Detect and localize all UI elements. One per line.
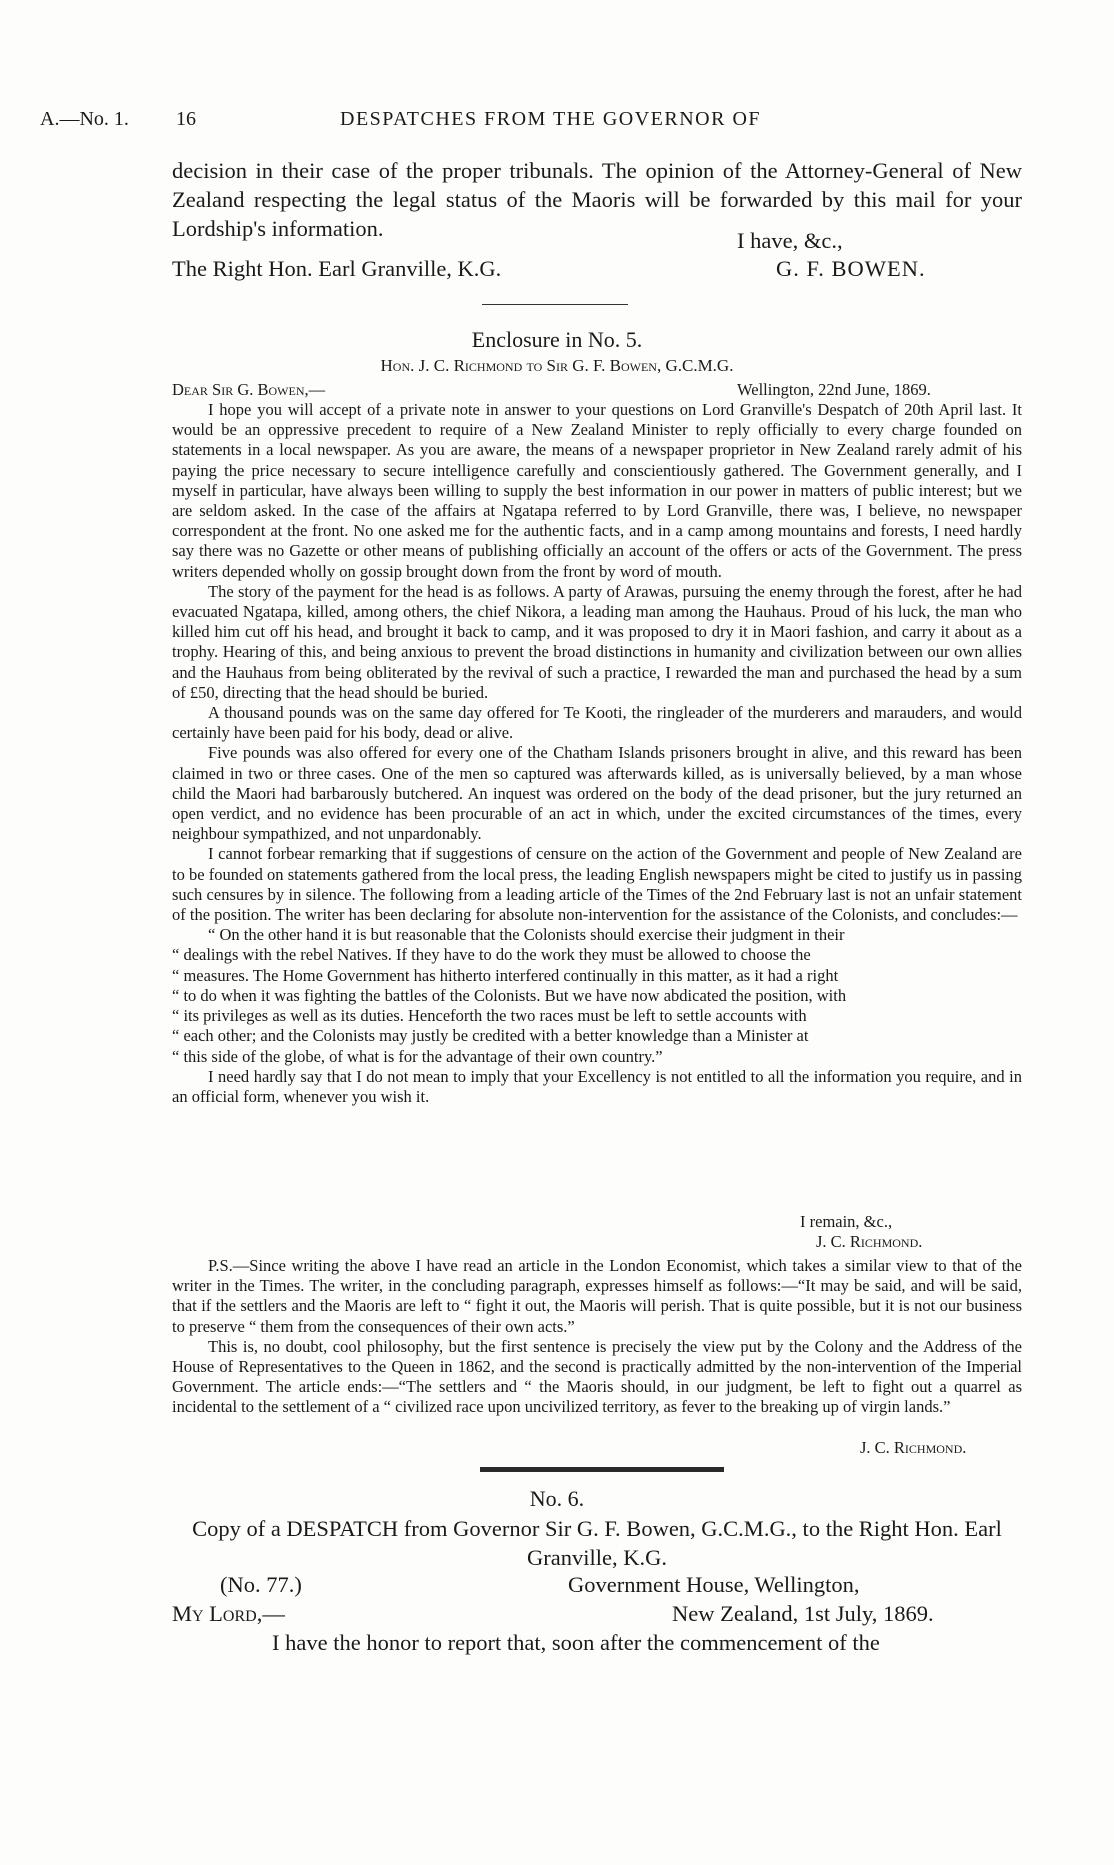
enclosure-remain: I remain, &c., bbox=[800, 1212, 893, 1231]
intro-signature: G. F. BOWEN. bbox=[776, 256, 926, 281]
section-divider bbox=[482, 304, 628, 305]
postscript bbox=[172, 1256, 1022, 1418]
page-header bbox=[40, 108, 1040, 138]
enclosure-paragraph: A thousand pounds was on the same day offered for Te Kooti, the ringleader of the murderers and marauders, and would certainly have been paid for his body, dead or alive. bbox=[172, 703, 1022, 743]
enclosure-paragraph: The story of the payment for the head is as follows. A party of Arawas, pursuing the enemy through the forest, after he had evacuated Ngatapa, killed, among others, the chief Nikora, a leading man among the Hauhaus. Proud of his luck, the man who killed him cut off his head, and brought it back to camp, and it was proposed to dry it in Maori fashion, and carry it about as a trophy. Hearing of this, and being anxious to prevent the broad distinctions in humanity and civilization between our own allies and the Hauhaus from being obliterated by the revival of such a practice, I rewarded the man and purchased the head by a sum of £50, directing that the head should be buried. bbox=[172, 581, 1022, 702]
enclosure-paragraph: I hope you will accept of a private note in answer to your questions on Lord Granville's Despatch of 20th April last. It would be an oppressive precedent to require of a New Zealand Minister to reply officially to every charge founded on statements in a local newspaper. As you are aware, the means of a newspaper proprietor in New Zealand rarely admit of his paying the price necessary to secure intelligence carefully and conscientiously gathered. The Government generally, and I myself in particular, have always been willing to supply the best information in our power in matters of public interest; but we are seldom asked. In the case of the affairs at Ngatapa referred to by Lord Granville, there was, I believe, no newspaper correspondent at the front. No one asked me for the authentic facts, and in a camp among mountains and forests, I need hardly say there was no Gazette or other means of publishing officially an account of the offers or acts of the Government. The press writers depended wholly on gossip brought down from the front by word of mouth. bbox=[172, 400, 1022, 581]
enclosure-paragraph: I need hardly say that I do not mean to imply that your Excellency is not entitled to all the information you require, and in an official form, whenever you wish it. bbox=[172, 1066, 1022, 1106]
page-number: 16 bbox=[176, 108, 196, 130]
despatch-number: No. 6. bbox=[529, 1486, 585, 1511]
enclosure-from-to: Hon. J. C. Richmond to Sir G. F. Bowen, G.C.M.G. bbox=[380, 356, 734, 375]
postscript-paragraph: P.S.—Since writing the above I have read an article in the London Economist, which takes a similar view to that of the writer in the Times. The writer, in the concluding paragraph, expresses himself as follows:—“It may be said, and will be said, that if the settlers and the Maoris are left to “ fight it out, the Maoris will perish. That is quite possible, but it is not our business to preserve “ them from the consequences of their own acts.” bbox=[172, 1256, 1022, 1336]
running-title: DESPATCHES FROM THE GOVERNOR OF bbox=[340, 108, 762, 130]
despatch-date: New Zealand, 1st July, 1869. bbox=[672, 1601, 934, 1626]
document-ref: A.—No. 1. bbox=[40, 108, 129, 130]
quote-line: “ On the other hand it is but reasonable that the Colonists should exercise their judgment in their bbox=[208, 925, 845, 945]
intro-closing: I have, &c., bbox=[737, 228, 843, 253]
quote-line: “ its privileges as well as its duties. Henceforth the two races must be left to settle accounts with bbox=[172, 1006, 807, 1026]
enclosure-place-date: Wellington, 22nd June, 1869. bbox=[737, 380, 931, 399]
postscript-paragraph: This is, no doubt, cool philosophy, but the first sentence is precisely the view put by the Colony and the Address of the House of Representatives to the Queen in 1862, and the second is practically admitted by the non-intervention of the Imperial Government. The article ends:—“The settlers and “ the Maoris should, in our judgment, be left to fight out a quarrel as incidental to the settlement of a “ civilized race upon uncivilized territory, as fever to the breaking up of virgin lands.” bbox=[172, 1336, 1022, 1417]
enclosure-salutation: Dear Sir G. Bowen,— bbox=[172, 380, 326, 399]
despatch-copy-line: Copy of a DESPATCH from Governor Sir G. F. Bowen, G.C.M.G., to the Right Hon. Earl Granville, K.G. bbox=[192, 1516, 1002, 1570]
enclosure-paragraph: Five pounds was also offered for every one of the Chatham Islands prisoners brought in alive, and this reward has been claimed in two or three cases. One of the men so captured was afterwards killed, as is universally believed, by a man whose child the Maori had barbarously butchered. An inquest was ordered on the body of the dead prisoner, but the jury returned an open verdict, and no evidence has been procurable of an act in which, under the excited circumstances of the times, every neighbour sympathized, and not unpardonably. bbox=[172, 743, 1022, 844]
despatch-ref-no: (No. 77.) bbox=[220, 1572, 302, 1597]
quote-line: “ to do when it was fighting the battles of the Colonists. But we have now abdicated the position, with bbox=[172, 985, 847, 1005]
enclosure-paragraph: I cannot forbear remarking that if suggestions of censure on the action of the Government and people of New Zealand are to be founded on statements gathered from the local press, the leading English newspapers might be cited to justify us in passing such censures by in silence. The following from a leading article of the Times of the 2nd February last is not an unfair statement of the position. The writer has been declaring for absolute non-intervention for the assistance of the Colonists, and concludes:— bbox=[172, 844, 1022, 925]
enclosure-signature: J. C. Richmond. bbox=[816, 1232, 923, 1251]
quote-line: “ dealings with the rebel Natives. If they have to do the work they must be allowed to choose the bbox=[172, 945, 811, 965]
enclosure-body bbox=[172, 400, 1022, 1107]
quote-line: “ measures. The Home Government has hitherto interfered continually in this matter, as it had a right bbox=[172, 965, 839, 985]
despatch-first-line: I have the honor to report that, soon after the commencement of the bbox=[272, 1630, 880, 1655]
section-divider-heavy bbox=[480, 1467, 724, 1472]
postscript-signature: J. C. Richmond. bbox=[860, 1438, 967, 1457]
intro-paragraph: decision in their case of the proper tribunals. The opinion of the Attorney-General of New Zealand respecting the legal status of the Maoris will be forwarded by this mail for your Lordship's information. bbox=[172, 158, 1022, 241]
despatch-salutation: My Lord,— bbox=[172, 1601, 285, 1626]
enclosure-title: Enclosure in No. 5. bbox=[471, 327, 643, 352]
despatch-place: Government House, Wellington, bbox=[568, 1572, 860, 1597]
quote-line: “ each other; and the Colonists may justly be credited with a better knowledge than a Minister at bbox=[172, 1026, 809, 1046]
quote-line: “ this side of the globe, of what is for the advantage of their own country.” bbox=[172, 1046, 663, 1066]
intro-addressee: The Right Hon. Earl Granville, K.G. bbox=[172, 256, 502, 281]
